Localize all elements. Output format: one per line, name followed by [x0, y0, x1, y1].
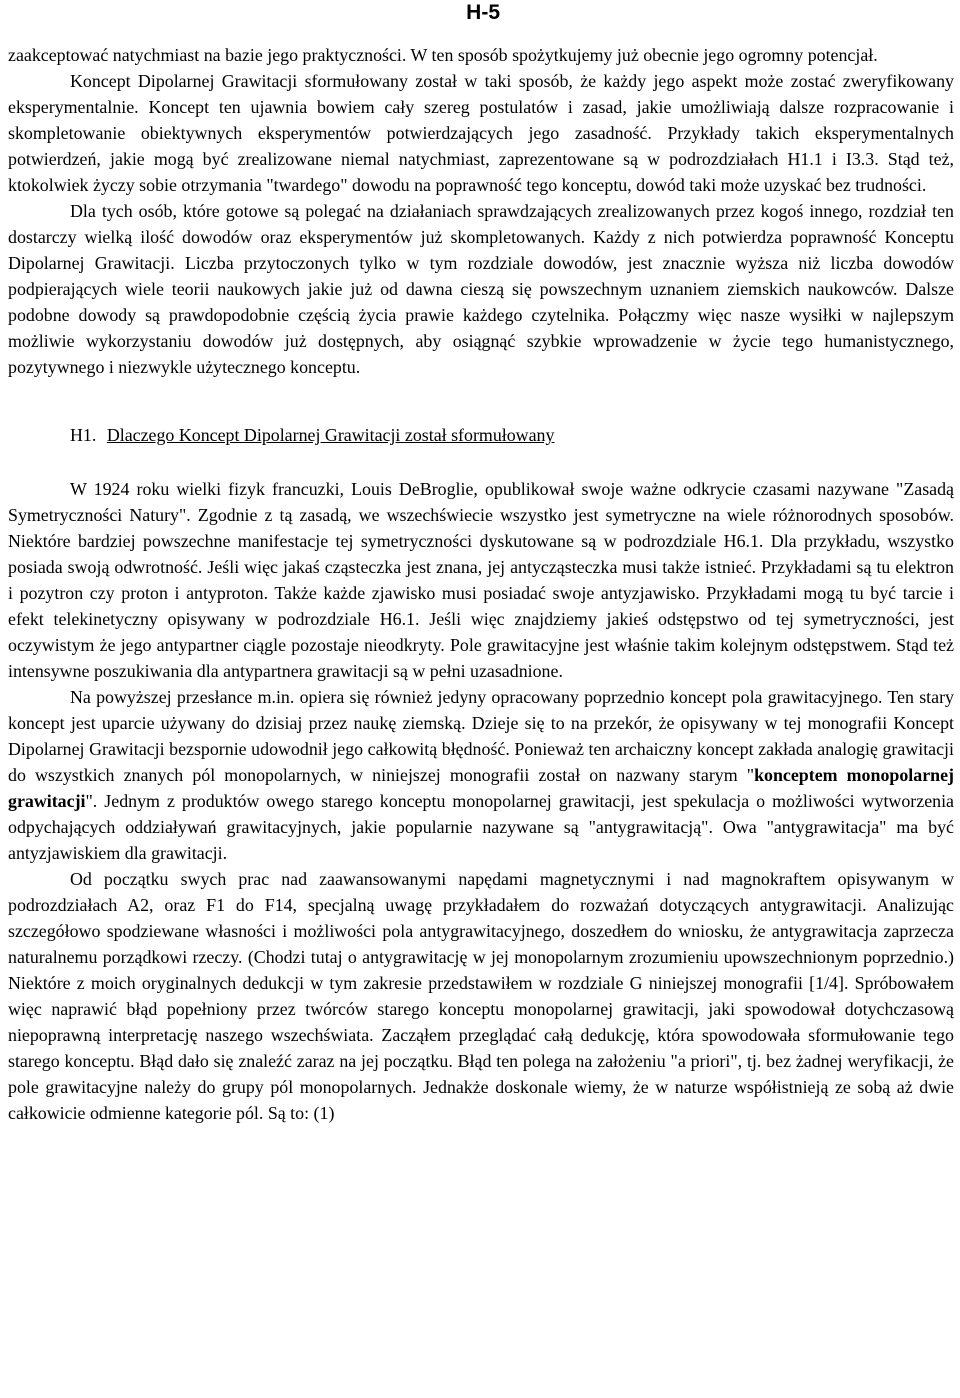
intro-paragraph-3: Dla tych osób, które gotowe są polegać na działaniach sprawdzających zrealizowanych przez kogoś innego, rozdział ten dostarczy wielką ilość dowodów oraz eksperymentów już skompletowanych. Każdy z nich potwierdza poprawność Konceptu Dipolarnej Grawitacji. Liczba przytoczonych tylko w tym rozdziale dowodów, jest znacznie wyższa niż liczba dowodów podpierających wiele teorii naukowych jakie już od dawna cieszą się powszechnym uznaniem ziemskich naukowców. Dalsze podobne dowody są prawdopodobnie częścią życia prawie każdego czytelnika. Połączmy więc nasze wysiłki w najlepszym możliwie wykorzystaniu dowodów już dostępnych, aby osiągnąć szybkie wprowadzenie w życie tego humanistycznego, pozytywnego i niezwykle użytecznego konceptu.: [8, 201, 954, 377]
intro-paragraph-2: Koncept Dipolarnej Grawitacji sformułowany został w taki sposób, że każdy jego aspekt może zostać zweryfikowany eksperymentalnie. Koncept ten ujawnia bowiem cały szereg postulatów i zasad, jakie umożliwiają dalsze rozpracowanie i skompletowanie obiektywnych eksperymentów potwierdzających jego zasadność. Przykłady takich eksperymentalnych potwierdzeń, jakie mogą być zrealizowane niemal natychmiast, zaprezentowane są w podrozdziałach H1.1 i I3.3. Stąd też, ktokolwiek życzy sobie otrzymania "twardego" dowodu na poprawność tego konceptu, dowód taki może uzyskać bez trudności.: [8, 71, 954, 195]
section-paragraph-2: [8, 684, 954, 866]
intro-paragraph-1: zaakceptować natychmiast na bazie jego praktyczności. W ten sposób spożytkujemy już obecnie jego ogromny potencjał.: [8, 45, 878, 65]
paragraph-text: ". Jednym z produktów owego starego konceptu monopolarnej grawitacji, jest spekulacja o możliwości wytworzenia odpychających oddziaływań grawitacyjnych, jakie popularnie nazywane są "antygrawitacją". Owa "antygrawitacja" ma być antyzjawiskiem dla grawitacji.: [8, 791, 954, 863]
section-number: H1.: [70, 425, 97, 445]
section-paragraph-3: Od początku swych prac nad zaawansowanymi napędami magnetycznymi i nad magnokraftem opisywanym w podrozdziałach A2, oraz F1 do F14, specjalną uwagę przykładałem do rozważań dotyczących antygrawitacji. Analizując szczegółowo spodziewane własności i możliwości pola antygrawitacyjnego, doszedłem do wniosku, że antygrawitacja zaprzecza naturalnemu porządkowi rzeczy. (Chodzi tutaj o antygrawitację w jej monopolarnym zrozumieniu upowszechnionym poprzednio.) Niektóre z moich oryginalnych dedukcji w tym zakresie przedstawiłem w rozdziale G niniejszej monografii [1/4]. Spróbowałem więc naprawić błąd popełniony przez twórców starego konceptu monopolarnej grawitacji, jaki spowodował dotychczasową niepoprawną interpretację naszego wszechświata. Zacząłem przeglądać całą dedukcję, która spowodowała sformułowanie tego starego konceptu. Błąd dało się znaleźć zaraz na jej początku. Błąd ten polega na założeniu "a priori", tj. bez żadnej weryfikacji, że pole grawitacyjne należy do grupy pól monopolarnych. Jednakże doskonale wiemy, że w naturze współistnieją ze sobą aż dwie całkowicie odmienne kategorie pól. Są to: (1): [8, 869, 954, 1123]
page-number: H-5: [466, 1, 500, 24]
text-column: [8, 42, 954, 1126]
bold-term: konceptem monopolarnej grawitacji: [8, 765, 954, 811]
section-paragraph-1: W 1924 roku wielki fizyk francuzki, Louis DeBroglie, opublikował swoje ważne odkrycie czasami nazywane "Zasadą Symetryczności Natury". Zgodnie z tą zasadą, we wszechświecie wszystko jest symetryczne na wiele różnorodnych sposobów. Niektóre bardziej powszechne manifestacje tej symetryczności dyskutowane są w podrozdziale H6.1. Dla przykładu, wszystko posiada swoją odwrotność. Jeśli więc jakaś cząsteczka jest znana, jej antycząsteczka musi także istnieć. Przykładami są tu elektron i pozytron czy proton i antyproton. Także każde zjawisko musi posiadać swoje antyzjawisko. Przykładami mogą tu być tarcie i efekt telekinetyczny opisywany w podrozdziale H6.1. Jeśli więc znajdziemy jakieś odstępstwo od tej symetryczności, jest oczywistym że jego antypartner ciągle pozostaje nieodkryty. Pole grawitacyjne jest właśnie takim kolejnym odstępstwem. Stąd też intensywne poszukiwania dla antypartnera grawitacji są w pełni uzasadnione.: [8, 479, 954, 681]
paragraph-text: Na powyższej przesłance m.in. opiera się również jedyny opracowany poprzednio koncept pola grawitacyjnego. Ten stary koncept jest uparcie używany do dzisiaj przez naukę ziemską. Dzieje się to na przekór, że opisywany w tej monografii Koncept Dipolarnej Grawitacji bezspornie udowodnił jego całkowitą błędność. Ponieważ ten archaiczny koncept zakłada analogię grawitacji do wszystkich znanych pól monopolarnych, w niniejszej monografii został on nazwany starym ": [8, 687, 954, 785]
section-heading: [8, 380, 954, 476]
section-title: Dlaczego Koncept Dipolarnej Grawitacji został sformułowany: [106, 425, 555, 445]
